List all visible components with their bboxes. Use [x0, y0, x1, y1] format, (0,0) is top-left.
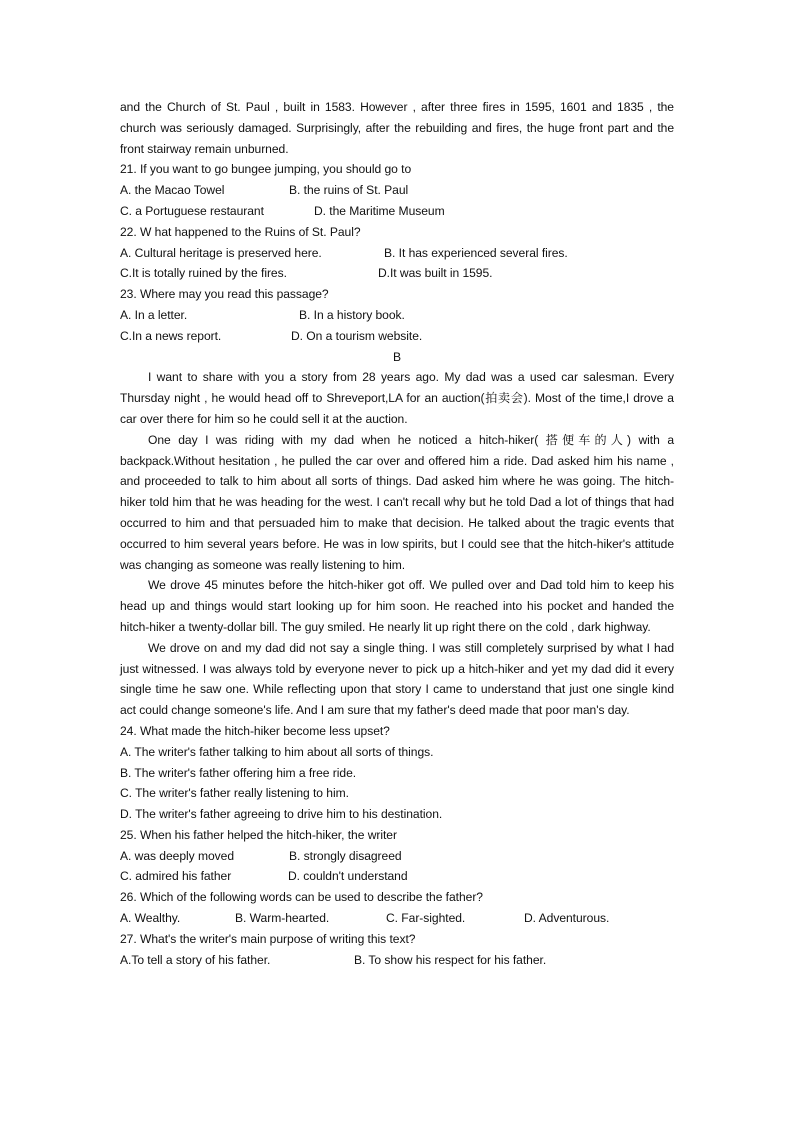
question-27 — [120, 929, 674, 971]
option-b: B. the ruins of St. Paul — [289, 183, 409, 198]
option-a: A. was deeply moved — [120, 848, 234, 863]
option-b: B. To show his respect for his father. — [354, 952, 547, 967]
question-stem: 27. What's the writer's main purpose of writing this text? — [120, 931, 416, 946]
passage-b-paragraph: I want to share with you a story from 28 years ago. My dad was a used car salesman. Every Thursday night , he would head off to Shreveport,LA for an auction(拍卖会). Most of the time,I drove a car over there for him so he could sell it at the auction. — [120, 370, 674, 426]
question-stem: 22. W hat happened to the Ruins of St. Paul? — [120, 224, 361, 239]
question-22 — [120, 222, 674, 284]
question-stem: 21. If you want to go bungee jumping, you should go to — [120, 162, 412, 177]
question-stem: 24. What made the hitch-hiker become less upset? — [120, 723, 390, 738]
question-stem: 25. When his father helped the hitch-hiker, the writer — [120, 827, 397, 842]
option-a: A. The writer's father talking to him about all sorts of things. — [120, 744, 434, 759]
passage-b-paragraph: We drove 45 minutes before the hitch-hiker got off. We pulled over and Dad told him to keep his head up and things would start looking up for him soon. He reached into his pocket and handed the hitch-hiker a twenty-dollar bill. The guy smiled. He nearly lit up right there on the cold , dark highway. — [120, 578, 674, 634]
option-b: B. strongly disagreed — [289, 848, 402, 863]
option-c: C. Far-sighted. — [386, 911, 466, 926]
option-c: C. admired his father — [120, 869, 232, 884]
option-b: B. In a history book. — [299, 307, 405, 322]
option-d: D. couldn't understand — [288, 869, 408, 884]
question-21 — [120, 159, 674, 221]
option-d: D. the Maritime Museum — [314, 203, 445, 218]
question-stem: 26. Which of the following words can be used to describe the father? — [120, 890, 483, 905]
passage-b-paragraph: We drove on and my dad did not say a single thing. I was still completely surprised by what I had just witnessed. I was always told by everyone never to pick up a hitch-hiker and yet my dad did it every single time he saw one. While reflecting upon that story I came to understand that just one single kind act could change someone's life. And I am sure that my father's deed made that poor man's day. — [120, 640, 674, 718]
option-c: C.In a news report. — [120, 328, 222, 343]
option-a: A. Wealthy. — [120, 911, 181, 926]
option-a: A. In a letter. — [120, 307, 188, 322]
option-b: B. The writer's father offering him a free ride. — [120, 765, 357, 780]
option-d: D. Adventurous. — [524, 911, 610, 926]
option-c: C.It is totally ruined by the fires. — [120, 266, 287, 281]
option-d: D. On a tourism website. — [291, 328, 423, 343]
question-25 — [120, 825, 674, 887]
option-d: D. The writer's father agreeing to drive him to his destination. — [120, 807, 443, 822]
question-stem: 23. Where may you read this passage? — [120, 287, 329, 302]
question-23 — [120, 284, 674, 346]
option-a: A. the Macao Towel — [120, 183, 225, 198]
question-24 — [120, 721, 674, 825]
option-a: A. Cultural heritage is preserved here. — [120, 245, 322, 260]
option-b: B. It has experienced several fires. — [384, 245, 568, 260]
option-d: D.It was built in 1595. — [378, 266, 493, 281]
section-b-heading: B — [392, 349, 402, 364]
passage-b-paragraph: One day I was riding with my dad when he noticed a hitch-hiker( 搭便车的人) with a backpack.Without hesitation , he pulled the car over and offered him a ride. Dad asked him his name , and proceeded to talk to him about all sorts of things. Dad asked him where he was going. The hitch-hiker told him that he was heading for the west. I can't recall why but he told Dad a lot of things that had occurred to him and that persuaded him to make that decision. He talked about the tragic events that occurred to him several years before. He was in low spirits, but I could see that the hitch-hiker's attitude was changing as someone was really listening to him. — [120, 432, 674, 572]
option-c: C. The writer's father really listening to him. — [120, 786, 349, 801]
option-a: A.To tell a story of his father. — [120, 952, 271, 967]
option-b: B. Warm-hearted. — [235, 911, 330, 926]
passage-a-tail: and the Church of St. Paul , built in 1583. However , after three fires in 1595, 1601 and 1835 , the church was seriously damaged. Surprisingly, after the rebuilding and fires, the huge front part and the front stairway remain unburned. — [120, 100, 674, 156]
question-26 — [120, 887, 674, 929]
option-c: C. a Portuguese restaurant — [120, 203, 264, 218]
